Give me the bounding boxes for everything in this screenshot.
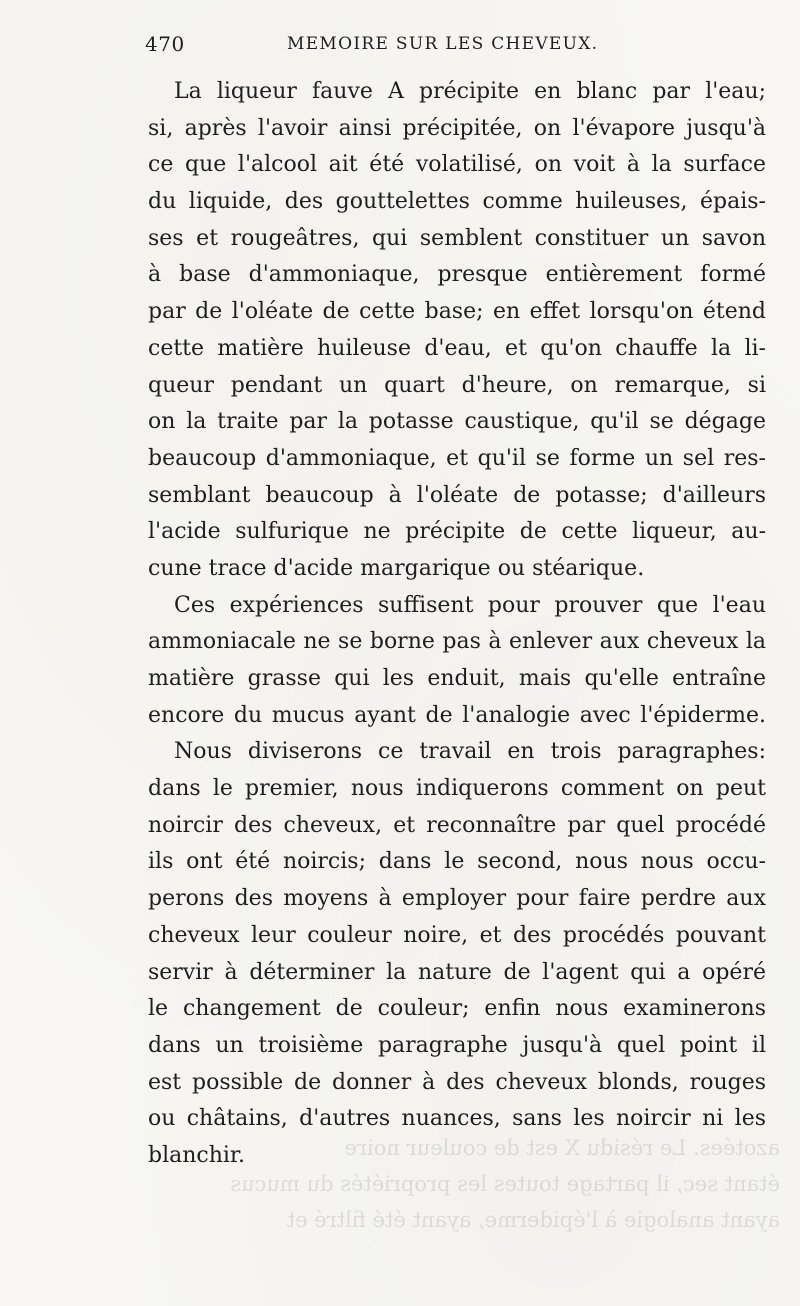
show-through-ink: azotées. Le résidu X est de couleur noire étant sec, il partage toutes les propriétés du mucus ayant analogie à l'épiderme, ayant été filtré et xyxy=(230,1136,780,1232)
text-line: beaucoup d'ammoniaque, et qu'il se forme un sel res- xyxy=(148,445,766,471)
text-line: encore du mucus ayant de l'analogie avec l'épiderme. xyxy=(148,702,766,728)
text-line: La liqueur fauve A précipite en blanc par l'eau; xyxy=(174,79,766,104)
text-line: dans le premier, nous indiquerons comment on peut xyxy=(148,776,766,802)
text-line: Nous diviserons ce travail en trois paragraphes: xyxy=(174,739,766,765)
page-number: 470 xyxy=(145,32,185,56)
text-line: cune trace d'acide margarique ou stéarique. xyxy=(148,555,645,581)
text-line: à base d'ammoniaque, presque entièrement formé xyxy=(148,262,766,288)
text-line: ou châtains, d'autres nuances, sans les noircir ni les xyxy=(148,1106,766,1132)
text-line: l'acide sulfurique ne précipite de cette liqueur, au- xyxy=(148,519,766,545)
text-line: ils ont été noircis; dans le second, nous nous occu- xyxy=(148,849,766,875)
text-line: ammoniacale ne se borne pas à enlever aux cheveux la xyxy=(148,629,766,655)
text-line: on la traite par la potasse caustique, qu'il se dégage xyxy=(148,409,766,435)
text-line: perons des moyens à employer pour faire perdre aux xyxy=(148,886,766,912)
text-line: dans un troisième paragraphe jusqu'à quel point il xyxy=(148,1032,766,1058)
paragraph xyxy=(148,74,766,588)
text-line: queur pendant un quart d'heure, on remarque, si xyxy=(148,372,766,398)
running-title: MEMOIRE SUR LES CHEVEUX. xyxy=(287,34,599,54)
text-line: si, après l'avoir ainsi précipitée, on l'évapore jusqu'à xyxy=(148,115,766,141)
text-line: ses et rougeâtres, qui semblent constituer un savon xyxy=(148,225,766,251)
text-line: blanchir. xyxy=(148,1142,246,1168)
running-head xyxy=(145,32,765,62)
paragraph xyxy=(148,588,766,735)
text-line: est possible de donner à des cheveux blonds, rouges xyxy=(148,1069,766,1095)
text-line: le changement de couleur; enfin nous examinerons xyxy=(148,996,766,1022)
text-line: ce que l'alcool ait été volatilisé, on voit à la surface xyxy=(148,152,766,178)
text-line: Ces expériences suffisent pour prouver que l'eau xyxy=(174,592,766,618)
text-line: du liquide, des gouttelettes comme huileuses, épais- xyxy=(148,189,766,215)
text-line: semblant beaucoup à l'oléate de potasse; d'ailleurs xyxy=(148,482,766,508)
text-line: noircir des cheveux, et reconnaître par quel procédé xyxy=(148,812,766,838)
text-line: servir à déterminer la nature de l'agent qui a opéré xyxy=(148,959,766,985)
text-line: matière grasse qui les enduit, mais qu'elle entraîne xyxy=(148,666,766,691)
paragraph xyxy=(148,734,766,1174)
text-line: cheveux leur couleur noire, et des procédés pouvant xyxy=(148,922,766,948)
text-line: cette matière huileuse d'eau, et qu'on chauffe la li- xyxy=(148,335,766,361)
text-line: par de l'oléate de cette base; en effet lorsqu'on étend xyxy=(148,299,766,325)
body-text xyxy=(148,74,766,1175)
